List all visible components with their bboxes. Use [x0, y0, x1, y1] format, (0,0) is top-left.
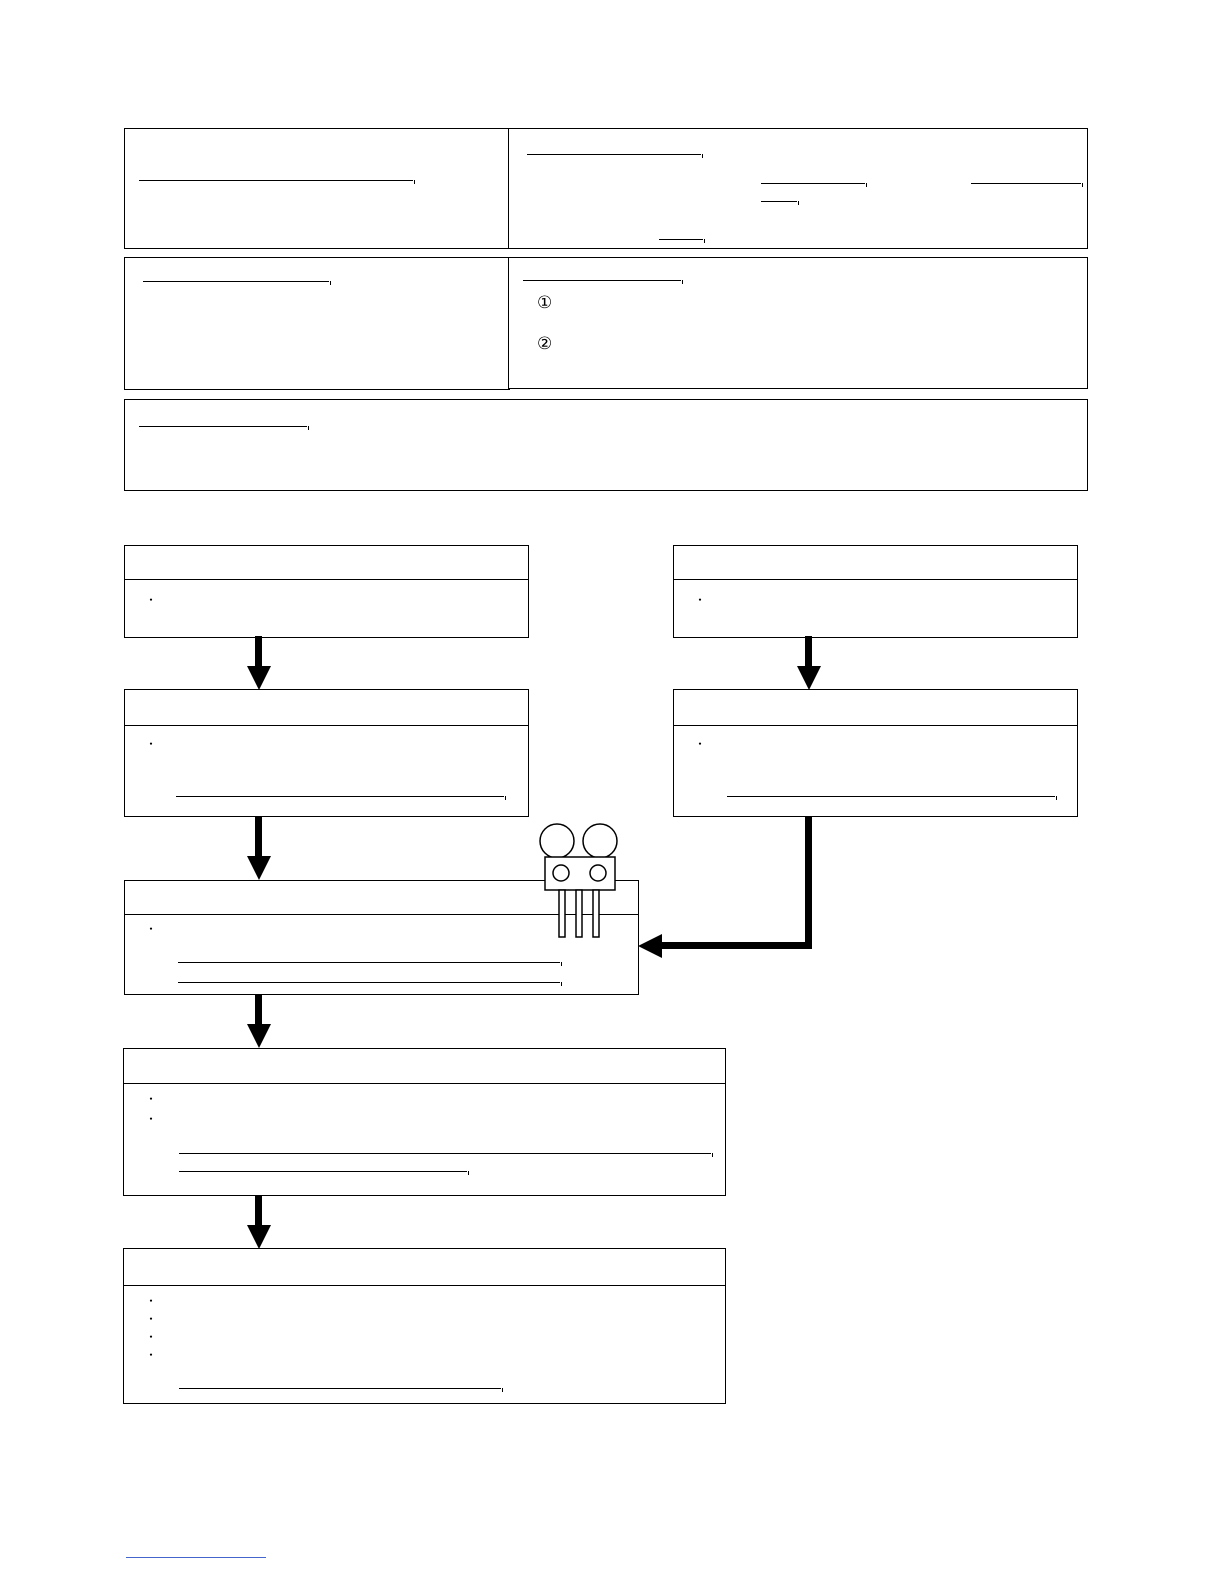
header-panel-mid-right	[508, 257, 1088, 389]
blank-line	[179, 1388, 501, 1389]
hose-3	[593, 890, 599, 937]
gauge-right	[583, 824, 617, 858]
arrow-shaft	[255, 1195, 262, 1227]
step-bullet: ・	[694, 737, 707, 751]
blank-line	[761, 201, 797, 202]
step-bullet: ・	[145, 1294, 158, 1308]
step-bullet: ・	[145, 1092, 158, 1106]
header-panel-top-right	[508, 128, 1088, 249]
blank-line	[178, 962, 560, 963]
arrow-shaft	[805, 636, 812, 668]
flow-step-1	[124, 545, 529, 638]
flow-step-2	[124, 689, 529, 817]
arrow-shaft	[255, 994, 262, 1026]
step-header	[125, 690, 528, 726]
blank-line	[523, 280, 681, 281]
blank-line	[727, 796, 1055, 797]
blank-line	[179, 1153, 711, 1154]
list-marker-1: ①	[537, 293, 553, 312]
header-panel-bottom	[124, 399, 1088, 491]
arrow-down-icon	[247, 856, 271, 880]
step-bullet: ・	[145, 922, 158, 936]
arrow-left-icon	[638, 934, 662, 958]
step-bullet: ・	[145, 1112, 158, 1126]
step-bullet: ・	[145, 1330, 158, 1344]
blank-line	[143, 281, 329, 282]
flow-step-5	[123, 1248, 726, 1404]
arrow-down-icon	[247, 1225, 271, 1249]
step-header	[124, 1049, 725, 1084]
gauge-left	[540, 824, 574, 858]
gauge-manifold-icon	[535, 822, 621, 940]
step-bullet: ・	[145, 1312, 158, 1326]
valve-left	[553, 865, 569, 881]
blank-line	[179, 1171, 467, 1172]
arrow-down-icon	[797, 666, 821, 690]
arrow-down-icon	[247, 1024, 271, 1048]
blank-line	[761, 183, 865, 184]
step-bullet: ・	[145, 737, 158, 751]
arrow-shaft	[255, 816, 262, 858]
connector-vertical	[805, 816, 812, 949]
valve-right	[590, 865, 606, 881]
blank-line	[139, 180, 413, 181]
hose-2	[576, 890, 582, 937]
blank-line	[139, 426, 307, 427]
list-marker-2: ②	[537, 334, 553, 353]
blank-line	[971, 183, 1081, 184]
arrow-shaft	[255, 636, 262, 668]
step-header	[674, 546, 1077, 580]
step-header	[124, 1249, 725, 1286]
hose-1	[559, 890, 565, 937]
arrow-down-icon	[247, 666, 271, 690]
footer-link-underline[interactable]	[126, 1557, 266, 1558]
flow-step-right-2	[673, 689, 1078, 817]
blank-line	[178, 982, 560, 983]
step-bullet: ・	[145, 593, 158, 607]
connector-horizontal	[660, 942, 812, 949]
blank-line	[527, 154, 701, 155]
header-panel-mid-left	[124, 257, 510, 390]
step-bullet: ・	[145, 1348, 158, 1362]
step-bullet: ・	[694, 593, 707, 607]
header-panel-top-left	[124, 128, 510, 249]
blank-line	[176, 796, 504, 797]
step-header	[125, 546, 528, 580]
flow-step-right-1	[673, 545, 1078, 638]
step-header	[674, 690, 1077, 726]
flow-step-4	[123, 1048, 726, 1196]
blank-line	[659, 239, 703, 240]
